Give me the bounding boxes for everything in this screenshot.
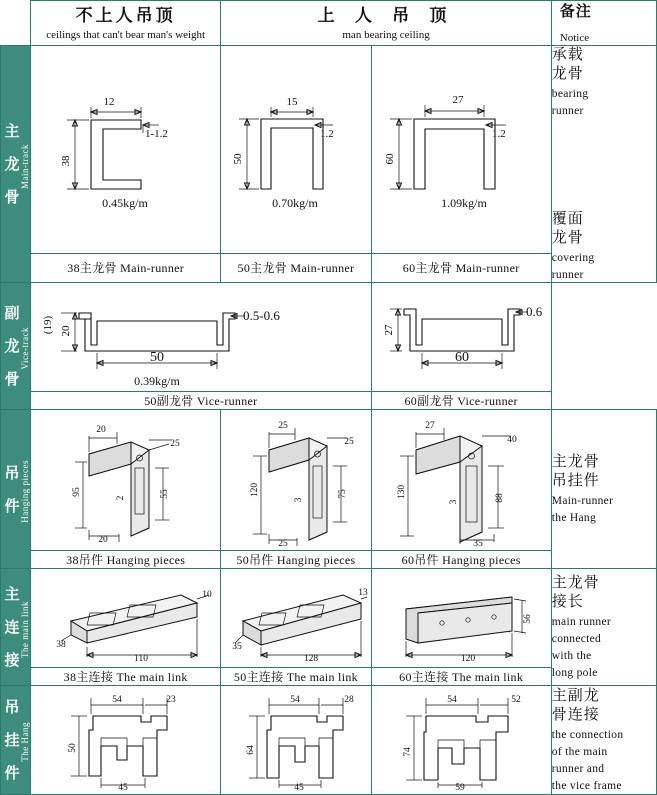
svg-text:120: 120 bbox=[250, 482, 261, 498]
header-col-notice bbox=[551, 1, 656, 46]
svg-text:0.6: 0.6 bbox=[525, 304, 542, 319]
notes-thehang-en3: runner and bbox=[551, 763, 605, 775]
svg-text:27: 27 bbox=[382, 324, 395, 336]
notes-covering-en2: runner bbox=[551, 269, 584, 281]
row-label-the-hang-cn: 吊 挂 件 bbox=[2, 699, 19, 781]
notes-thehang-cn2: 骨连接 bbox=[551, 707, 600, 723]
svg-text:50: 50 bbox=[232, 153, 245, 165]
svg-text:27: 27 bbox=[424, 421, 435, 431]
svg-text:88: 88 bbox=[494, 493, 505, 503]
svg-text:45: 45 bbox=[118, 783, 128, 793]
caption-vice-50: 50副龙骨 Vice-runner bbox=[31, 392, 372, 410]
fig-link-60 bbox=[371, 569, 551, 668]
svg-text:25: 25 bbox=[344, 437, 355, 447]
svg-text:128: 128 bbox=[304, 654, 319, 664]
svg-text:1-1.2: 1-1.2 bbox=[145, 128, 168, 141]
row-label-vice-track-en: Vice-track bbox=[19, 326, 30, 370]
header-col2-en: man bearing ceiling bbox=[342, 28, 430, 41]
svg-text:120: 120 bbox=[460, 654, 475, 664]
svg-text:50: 50 bbox=[68, 743, 79, 753]
notes-covering-cn2: 龙骨 bbox=[551, 230, 584, 246]
svg-text:35: 35 bbox=[232, 642, 243, 652]
svg-text:3: 3 bbox=[294, 497, 305, 503]
svg-text:56: 56 bbox=[522, 614, 533, 624]
row-label-main-link-cn: 主 连 接 bbox=[2, 586, 19, 668]
weight-38: 0.45kg/m bbox=[102, 196, 148, 211]
row-vice-track bbox=[1, 283, 657, 392]
notes-thehang-cn1: 主副龙 bbox=[551, 688, 600, 704]
fig-hang-50 bbox=[221, 410, 371, 551]
row-main-link bbox=[1, 569, 657, 668]
caption-main-60: 60主龙骨 Main-runner bbox=[371, 253, 551, 282]
fig-link-50 bbox=[221, 569, 371, 668]
fig-main-60 bbox=[371, 46, 551, 254]
svg-text:25: 25 bbox=[170, 439, 180, 449]
fig-hang-60 bbox=[371, 410, 551, 551]
svg-text:20: 20 bbox=[96, 425, 106, 435]
caption-link-60: 60主连接 The main link bbox=[371, 668, 551, 686]
svg-text:130: 130 bbox=[396, 484, 407, 500]
row-label-main-track bbox=[1, 46, 31, 283]
svg-text:23: 23 bbox=[166, 695, 176, 705]
weight-vice-50: 0.39kg/m bbox=[134, 374, 180, 388]
caption-hang-50: 50吊件 Hanging pieces bbox=[221, 551, 371, 569]
notes-main-link bbox=[551, 569, 656, 686]
svg-text:(19): (19) bbox=[42, 315, 55, 335]
fig-link-38 bbox=[31, 569, 221, 668]
notes-link-en1: main runner bbox=[551, 616, 611, 628]
fig-clip-3 bbox=[371, 686, 551, 795]
row-label-vice-track bbox=[1, 283, 31, 410]
caption-vice-60: 60副龙骨 Vice-runner bbox=[371, 392, 551, 410]
notes-thehang-en2: of the main bbox=[551, 746, 608, 758]
row-label-main-track-cn: 主 龙 骨 bbox=[2, 123, 19, 205]
svg-text:28: 28 bbox=[344, 695, 355, 705]
fig-clip-1 bbox=[31, 686, 221, 795]
notes-hang-en2: the Hang bbox=[551, 512, 597, 524]
svg-text:60: 60 bbox=[454, 350, 469, 365]
row-label-hanging-en: Hanging pieces bbox=[19, 459, 30, 523]
caption-row-vice-track bbox=[1, 392, 657, 410]
svg-text:25: 25 bbox=[278, 539, 289, 549]
svg-text:15: 15 bbox=[286, 96, 298, 109]
header-col-man-bearing bbox=[221, 1, 551, 46]
notes-thehang-en4: the vice frame bbox=[551, 780, 622, 792]
caption-link-50: 50主连接 The main link bbox=[221, 668, 371, 686]
header-col1-cn: 不上人吊顶 bbox=[75, 5, 176, 25]
table-header-row bbox=[1, 1, 657, 46]
svg-text:25: 25 bbox=[278, 421, 289, 431]
svg-text:20: 20 bbox=[98, 535, 108, 545]
svg-text:95: 95 bbox=[72, 487, 83, 497]
caption-link-38: 38主连接 The main link bbox=[31, 668, 221, 686]
row-label-main-link bbox=[1, 569, 31, 686]
notes-link-cn2: 接长 bbox=[551, 594, 584, 610]
svg-text:1.2: 1.2 bbox=[491, 128, 506, 141]
notes-link-cn1: 主龙骨 bbox=[551, 575, 600, 591]
notes-link-en3: with the bbox=[551, 650, 592, 662]
caption-hang-60: 60吊件 Hanging pieces bbox=[371, 551, 551, 569]
svg-text:27: 27 bbox=[452, 94, 464, 107]
notes-the-hang bbox=[551, 686, 656, 795]
svg-text:3: 3 bbox=[448, 499, 459, 505]
header-col3-cn: 备注 bbox=[559, 4, 592, 20]
notes-bearing-cn1: 承载 bbox=[551, 47, 584, 63]
row-label-hanging-cn: 吊 件 bbox=[2, 464, 19, 514]
svg-text:54: 54 bbox=[446, 695, 457, 705]
notes-hang-cn2: 吊挂件 bbox=[551, 473, 600, 489]
svg-text:55: 55 bbox=[160, 489, 171, 499]
notes-link-en2: connected bbox=[551, 633, 602, 645]
svg-text:59: 59 bbox=[454, 783, 465, 793]
svg-text:64: 64 bbox=[246, 745, 257, 755]
weight-50: 0.70kg/m bbox=[272, 196, 319, 211]
row-hanging-pieces bbox=[1, 410, 657, 551]
svg-text:20: 20 bbox=[60, 325, 73, 337]
fig-clip-2 bbox=[221, 686, 371, 795]
svg-text:75: 75 bbox=[338, 489, 349, 499]
fig-vice-50 bbox=[31, 283, 372, 392]
row-label-hanging-pieces bbox=[1, 410, 31, 569]
notes-main-runner-hang bbox=[551, 410, 656, 569]
notes-bearing-en2: runner bbox=[551, 105, 584, 117]
caption-main-50: 50主龙骨 Main-runner bbox=[221, 253, 371, 282]
row-label-the-hang-en: The Hang bbox=[19, 722, 30, 762]
svg-text:54: 54 bbox=[290, 695, 301, 705]
row-the-hang bbox=[1, 686, 657, 795]
svg-text:60: 60 bbox=[383, 153, 396, 165]
notes-bearing-cn2: 龙骨 bbox=[551, 66, 584, 82]
notes-hang-en1: Main-runner bbox=[551, 495, 614, 507]
svg-text:54: 54 bbox=[112, 695, 122, 705]
svg-text:40: 40 bbox=[506, 435, 517, 445]
row-main-track bbox=[1, 46, 657, 254]
notes-bearing-runner bbox=[551, 46, 656, 283]
weight-60: 1.09kg/m bbox=[440, 196, 487, 211]
svg-text:38: 38 bbox=[60, 155, 73, 167]
svg-text:74: 74 bbox=[402, 747, 413, 757]
row-label-vice-track-cn: 副 龙 骨 bbox=[2, 305, 19, 387]
header-col1-en: ceilings that can't bear man's weight bbox=[46, 28, 206, 41]
svg-text:12: 12 bbox=[103, 96, 115, 109]
notes-thehang-en1: the connection bbox=[551, 729, 624, 741]
notes-covering-en1: covering bbox=[551, 252, 595, 264]
row-label-main-link-en: The main link bbox=[19, 600, 30, 658]
fig-main-50 bbox=[221, 46, 371, 254]
row-label-the-hang bbox=[1, 686, 31, 795]
svg-text:50: 50 bbox=[150, 350, 165, 365]
svg-text:35: 35 bbox=[472, 539, 483, 549]
notes-link-en4: long pole bbox=[551, 667, 598, 679]
caption-main-38: 38主龙骨 Main-runner bbox=[31, 253, 221, 282]
fig-main-38 bbox=[31, 46, 221, 254]
svg-text:110: 110 bbox=[134, 654, 148, 664]
svg-text:45: 45 bbox=[294, 783, 305, 793]
notes-covering-cn1: 覆面 bbox=[551, 211, 584, 227]
header-corner bbox=[1, 1, 31, 46]
fig-hang-38 bbox=[31, 410, 221, 551]
caption-hang-38: 38吊件 Hanging pieces bbox=[31, 551, 221, 569]
svg-text:10: 10 bbox=[202, 590, 212, 600]
header-col-no-man bbox=[31, 1, 221, 46]
svg-text:13: 13 bbox=[358, 588, 369, 598]
svg-text:52: 52 bbox=[510, 695, 521, 705]
svg-text:38: 38 bbox=[56, 640, 66, 650]
notes-bearing-en1: bearing bbox=[551, 88, 589, 100]
svg-text:1.2: 1.2 bbox=[320, 128, 335, 141]
notes-hang-cn1: 主龙骨 bbox=[551, 454, 600, 470]
header-col2-cn: 上 人 吊 顶 bbox=[317, 5, 455, 25]
fig-vice-60 bbox=[371, 283, 551, 392]
svg-text:2: 2 bbox=[116, 495, 127, 501]
svg-text:0.5-0.6: 0.5-0.6 bbox=[243, 308, 280, 323]
row-label-main-track-en: Main-track bbox=[19, 143, 30, 189]
header-col3-en: Notice bbox=[559, 32, 590, 44]
